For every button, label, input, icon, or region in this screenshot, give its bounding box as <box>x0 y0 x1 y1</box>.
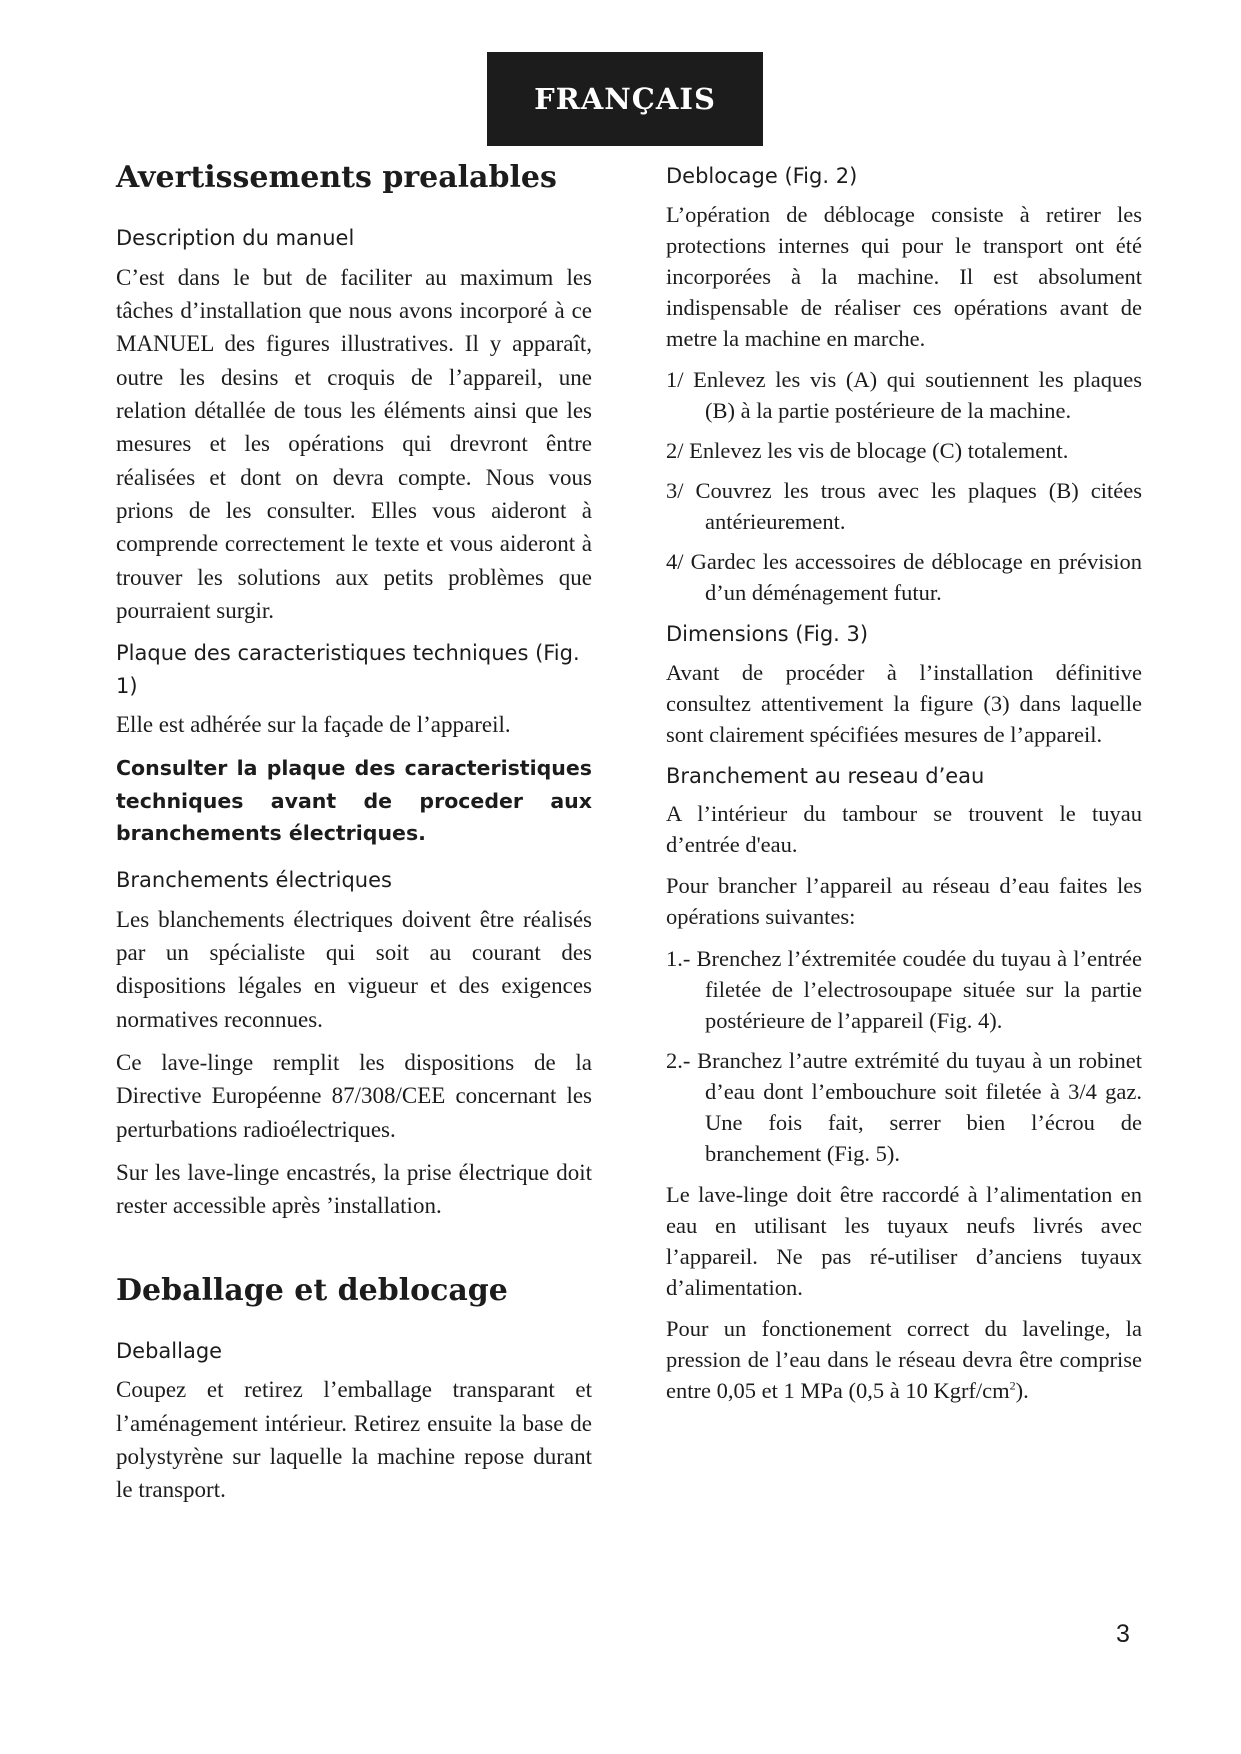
heading-unlocking: Deblocage (Fig. 2) <box>666 164 858 188</box>
list-item: 1.- Brenchez l’éxtremitée coudée du tuyau à l’entrée filetée de l’electrosoupape située sur la partie postérieure de l’appareil (Fig. 4). <box>666 945 1142 1033</box>
section-title-unpacking: Deballage et deblocage <box>116 1272 508 1308</box>
electrical-text-1: Les blanchements électriques doivent être réalisés par un spécialiste qui soit au courant des dispositions légales en vigueur et des exigences normatives reconnues. <box>116 906 592 1032</box>
left-column <box>116 160 592 1517</box>
heading-water-connection: Branchement au reseau d’eau <box>666 763 985 788</box>
water-text-1: A l’intérieur du tambour se trouvent le tuyau d’entrée d'eau. <box>666 801 1142 858</box>
right-column <box>666 160 1142 1416</box>
list-item: 2.- Branchez l’autre extrémité du tuyau à un robinet d’eau dont l’embouchure soit filetée à 3/4 gaz. Une fois fait, serrer bien l’écrou de branchement (Fig. 5). <box>666 1047 1142 1166</box>
unlocking-steps <box>666 364 1142 608</box>
water-pressure-text: Pour un fonctionement correct du lavelinge, la pression de l’eau dans le réseau devra être comprise entre 0,05 et 1 MPa (0,5 à 10 Kgrf/$cm^2$). <box>666 1316 1142 1404</box>
water-text-2: Pour brancher l’appareil au réseau d’eau faites les opérations suivantes: <box>666 873 1142 930</box>
electrical-text-3: Sur les lave-linge encastrés, la prise électrique doit rester accessible après ’installation. <box>116 1160 592 1219</box>
heading-unpacking: Deballage <box>116 1338 223 1363</box>
list-item: 1/ Enlevez les vis (A) qui soutiennent les plaques (B) à la partie postérieure de la machine. <box>666 366 1142 423</box>
list-item: 4/ Gardec les accessoires de déblocage en prévision d’un déménagement futur. <box>666 549 1142 606</box>
list-item: 2/ Enlevez les vis de blocage (C) totalement. <box>666 437 1069 463</box>
manual-description-text: C’est dans le but de faciliter au maximum les tâches d’installation que nous avons incorporé à ce MANUEL des figures illustratives. Il y apparaît, outre les desins et croquis de l’appareil, une relation détallée de tous les éléments ainsi que les mesures et les opérations qui drevront êntre réalisées et dont on devra compte. Nous vous prions de les consulter. Elles vous aideront à comprende correctement le texte et vous aideront à trouver les solutions aux petits problèmes que pourraient surgir. <box>116 264 592 623</box>
unpacking-text: Coupez et retirez l’emballage transparant et l’aménagement intérieur. Retirez ensuite la base de polystyrène sur laquelle la machine repose durant le transport. <box>116 1377 592 1503</box>
language-tab: FRANÇAIS <box>487 52 763 146</box>
dimensions-text: Avant de procéder à l’installation définitive consultez attentivement la figure (3) dans laquelle sont clairement spécifiées mesures de l’appareil. <box>666 659 1142 747</box>
list-item: 3/ Couvrez les trous avec les plaques (B) citées antérieurement. <box>666 477 1142 534</box>
electrical-text-2: Ce lave-linge remplit les dispositions de la Directive Européenne 87/308/CEE concernant les perturbations radioélectriques. <box>116 1050 592 1142</box>
technical-plate-text: Elle est adhérée sur la façade de l’appareil. <box>116 712 511 738</box>
water-steps <box>666 943 1142 1169</box>
unlocking-text: L’opération de déblocage consiste à retirer les protections internes qui pour le transport ont été incorporées à la machine. Il est absolument indispensable de réaliser ces opérations avant de metre la machine en marche. <box>666 201 1142 351</box>
heading-electrical-connections: Branchements électriques <box>116 868 392 893</box>
heading-dimensions: Dimensions (Fig. 3) <box>666 622 869 647</box>
water-text-3: Le lave-linge doit être raccordé à l’alimentation en eau en utilisant les tuyaux neufs livrés avec l’appareil. Ne pas ré-utiliser d’anciens tuyaux d’alimentation. <box>666 1181 1142 1300</box>
section-title-warnings: Avertissements prealables <box>116 160 557 195</box>
page-number: 3 <box>1116 1620 1130 1648</box>
heading-technical-plate: Plaque des caracteristiques techniques (Fig. 1) <box>116 641 580 698</box>
heading-manual-description: Description du manuel <box>116 226 355 250</box>
technical-plate-warning: Consulter la plaque des caracteristiques techniques avant de proceder aux branchements électriques. <box>116 755 592 846</box>
